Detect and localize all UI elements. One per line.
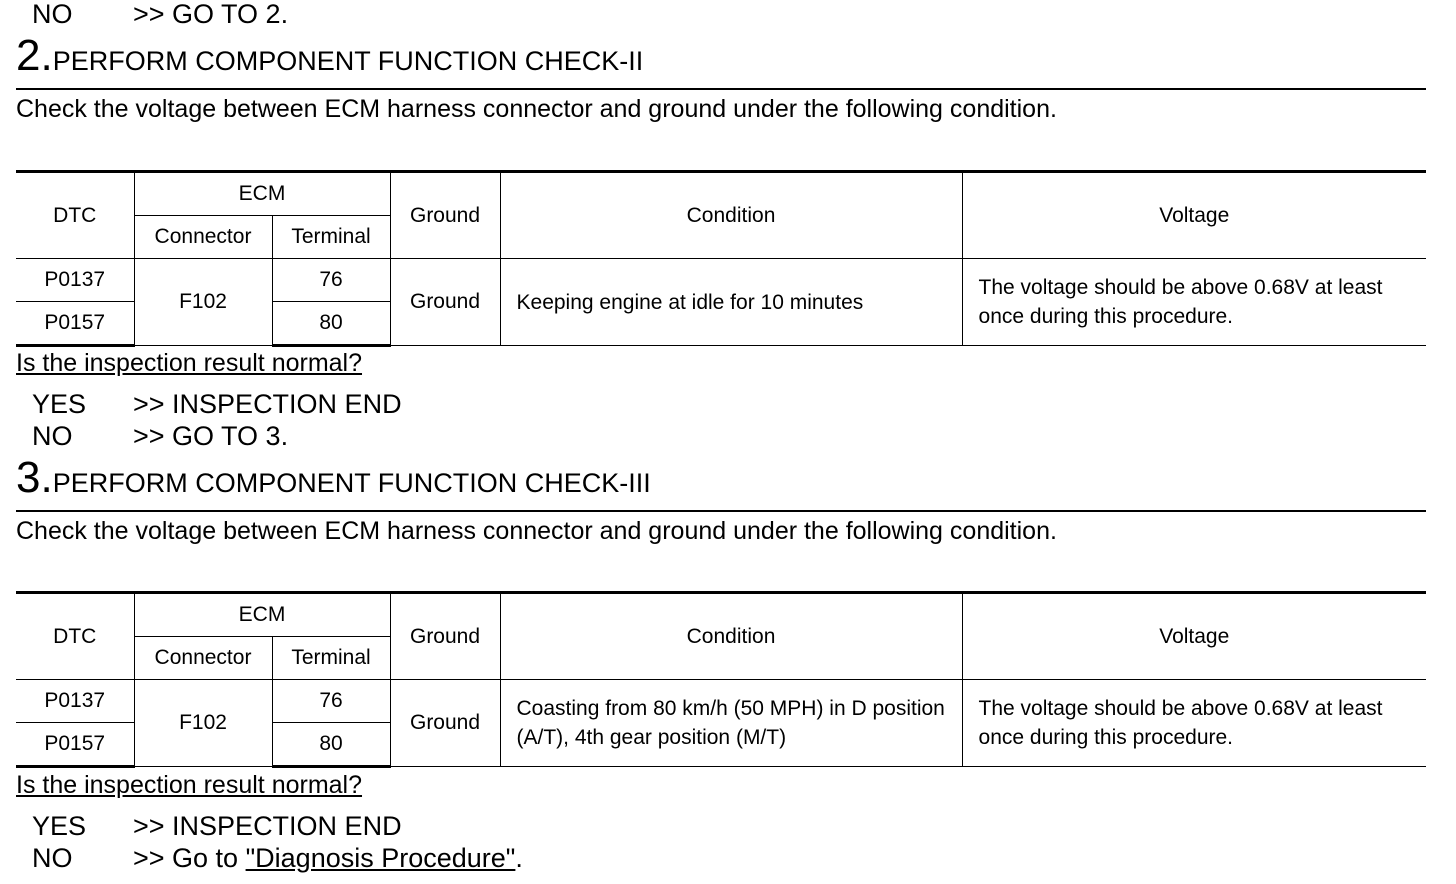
- terminal-cell: 80: [272, 302, 390, 346]
- terminal-cell: 76: [272, 680, 390, 723]
- header-terminal: Terminal: [272, 216, 390, 259]
- answer-no-key: NO: [32, 843, 73, 873]
- condition-cell: Coasting from 80 km/h (50 MPH) in D position (A/T), 4th gear position (M/T): [500, 680, 962, 767]
- voltage-cell: The voltage should be above 0.68V at least once during this procedure.: [962, 259, 1426, 346]
- dtc-cell: P0137: [16, 680, 134, 723]
- answer-no-key: NO: [32, 0, 73, 29]
- header-ecm: ECM: [134, 593, 390, 637]
- table-row: [16, 259, 1426, 302]
- dtc-cell: P0137: [16, 259, 134, 302]
- step-3-question: Is the inspection result normal?: [16, 771, 363, 799]
- step-2-number: 2.: [16, 31, 53, 80]
- header-dtc: DTC: [16, 172, 134, 259]
- step-3-description: Check the voltage between ECM harness connector and ground under the following condition.: [16, 517, 1057, 545]
- answer-yes-value: >> INSPECTION END: [133, 389, 402, 419]
- answer-yes-key: YES: [32, 389, 87, 419]
- header-terminal: Terminal: [272, 637, 390, 680]
- header-connector: Connector: [134, 216, 272, 259]
- answer-no-value: >> GO TO 3.: [133, 421, 289, 451]
- step-2-title: PERFORM COMPONENT FUNCTION CHECK-II: [52, 46, 644, 76]
- step-2-description: Check the voltage between ECM harness connector and ground under the following condition.: [16, 95, 1057, 123]
- ground-cell: Ground: [390, 259, 500, 346]
- ground-cell: Ground: [390, 680, 500, 767]
- condition-cell: Keeping engine at idle for 10 minutes: [500, 259, 962, 346]
- dtc-cell: P0157: [16, 723, 134, 767]
- header-ecm: ECM: [134, 172, 390, 216]
- connector-cell: F102: [134, 259, 272, 346]
- step-3-number: 3.: [16, 453, 53, 502]
- header-connector: Connector: [134, 637, 272, 680]
- answer-yes-key: YES: [32, 811, 87, 841]
- answer-no-suffix: .: [515, 843, 523, 873]
- answer-no-key: NO: [32, 421, 73, 451]
- header-condition: Condition: [500, 593, 962, 680]
- header-voltage: Voltage: [962, 172, 1426, 259]
- step-3-heading: [16, 453, 651, 502]
- terminal-cell: 76: [272, 259, 390, 302]
- answer-no-value: >> GO TO 2.: [133, 0, 289, 29]
- step-2-table: [16, 170, 1426, 347]
- header-ground: Ground: [390, 593, 500, 680]
- answer-yes-value: >> INSPECTION END: [133, 811, 402, 841]
- header-ground: Ground: [390, 172, 500, 259]
- diagnosis-procedure-link[interactable]: "Diagnosis Procedure": [245, 843, 516, 873]
- voltage-cell: The voltage should be above 0.68V at least once during this procedure.: [962, 680, 1426, 767]
- answer-no-prefix: >> Go to: [133, 843, 246, 873]
- step-3-title: PERFORM COMPONENT FUNCTION CHECK-III: [52, 468, 651, 498]
- connector-cell: F102: [134, 680, 272, 767]
- header-voltage: Voltage: [962, 593, 1426, 680]
- terminal-cell: 80: [272, 723, 390, 767]
- step-3-table: [16, 591, 1426, 768]
- table-row: [16, 680, 1426, 723]
- step-2-question: Is the inspection result normal?: [16, 349, 363, 377]
- header-condition: Condition: [500, 172, 962, 259]
- step-2-rule: [16, 88, 1426, 90]
- step-2-heading: [16, 31, 644, 80]
- step-3-rule: [16, 510, 1426, 512]
- answer-no-value: [133, 842, 523, 874]
- dtc-cell: P0157: [16, 302, 134, 346]
- header-dtc: DTC: [16, 593, 134, 680]
